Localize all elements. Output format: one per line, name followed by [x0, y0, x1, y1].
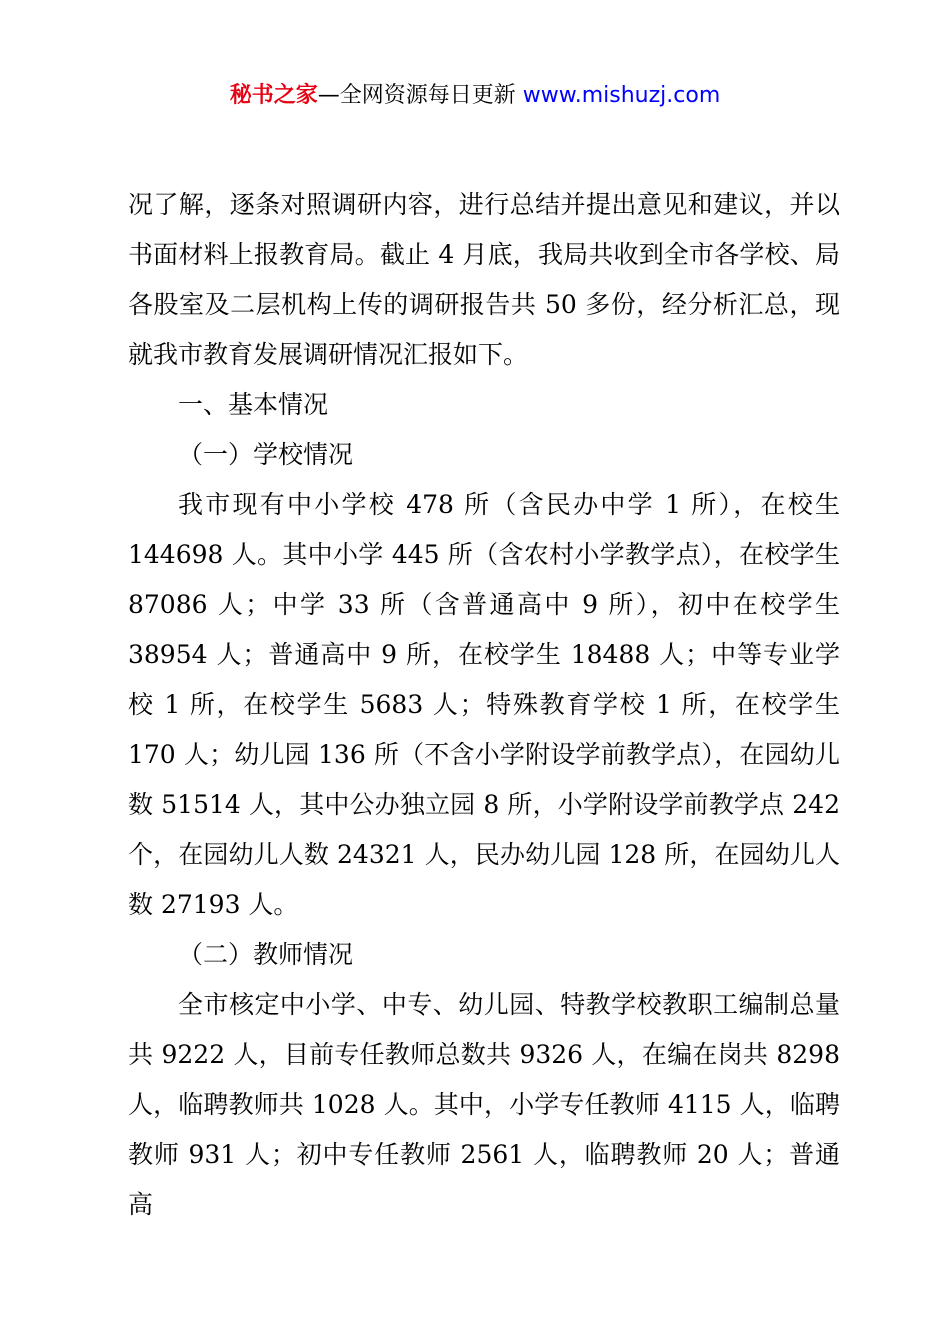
paragraph: 我市现有中小学校 478 所（含民办中学 1 所），在校生 144698 人。其中小学 445 所（含农村小学教学点），在校学生 87086 人；中学 33 所（含普通高中 9 所），初中在校学生 38954 人；普通高中 9 所，在校学生 18488 人；中等专业学校 1 所，在校学生 5683 人；特殊教育学校 1 所，在校学生 170 人；幼儿园 136 所（不含小学附设学前教学点），在园幼儿数 51514 人，其中公办独立园 8 所，小学附设学前教学点 242 个，在园幼儿人数 24321 人，民办幼儿园 128 所，在园幼儿人数 27193 人。 — [128, 490, 840, 919]
paragraph: 全市核定中小学、中专、幼儿园、特教学校教职工编制总量共 9222 人，目前专任教师总数共 9326 人，在编在岗共 8298 人，临聘教师共 1028 人。其中，小学专任教师 4115 人，临聘教师 931 人；初中专任教师 2561 人，临聘教师 20 人；普通高 — [128, 990, 840, 1219]
subsection-heading: （二）教师情况 — [178, 940, 354, 969]
subsection-heading: （一）学校情况 — [178, 440, 354, 469]
section-heading: 一、基本情况 — [178, 390, 329, 419]
header-url[interactable]: www.mishuzj.com — [522, 83, 721, 108]
brand-name: 秘书之家 — [229, 83, 318, 108]
paragraph: 况了解，逐条对照调研内容，进行总结并提出意见和建议，并以书面材料上报教育局。截止 4 月底，我局共收到全市各学校、局各股室及二层机构上传的调研报告共 50 多份，经分析汇总，现就我市教育发展调研情况汇报如下。 — [128, 190, 840, 369]
watermark-header — [0, 80, 950, 112]
header-tagline: —全网资源每日更新 — [317, 83, 516, 108]
document-body — [128, 180, 840, 1230]
